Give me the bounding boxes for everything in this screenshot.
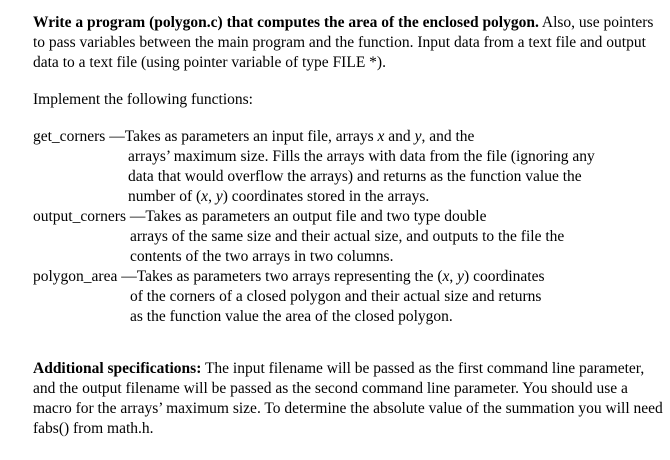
function-desc-line: of the corners of a closed polygon and their actual size and returns — [130, 288, 542, 305]
function-output-corners — [33, 207, 663, 267]
function-polygon-area-first-line — [33, 267, 663, 287]
function-desc-line: as the function value the area of the closed polygon. — [130, 308, 453, 325]
assignment-document — [33, 13, 663, 439]
function-desc-line: arrays of the same size and their actual size, and outputs to the file the — [130, 228, 565, 245]
additional-label: Additional specifications: — [33, 360, 202, 377]
function-output-corners-first-line — [33, 207, 663, 227]
function-name: polygon_area — [33, 268, 118, 285]
function-desc-line: arrays’ maximum size. Fills the arrays with data from the file (ignoring any — [128, 148, 595, 165]
function-desc-line: data that would overflow the arrays) and returns as the function value the — [128, 168, 582, 185]
function-polygon-area — [33, 267, 663, 327]
intro-rest-text: Also, use pointers to pass variables between the main program and the function. Input data from a text file and output data to a text file (using pointer variable of type FILE *). — [33, 14, 654, 71]
intro-bold-text: Write a program (polygon.c) that computes the area of the enclosed polygon. — [33, 14, 539, 31]
function-desc-line: contents of the two arrays in two columns. — [130, 248, 394, 265]
function-desc-line: number of (x, y) coordinates stored in the arrays. — [128, 188, 430, 205]
function-dash: — — [125, 208, 146, 225]
function-get-corners — [33, 127, 663, 207]
additional-text: The input filename will be passed as the first command line parameter, and the output filename will be passed as the second command line parameter. You should use a macro for the arrays’ maximum size. To determine the absolute value of the summation you will need fabs() from math.h. — [33, 360, 663, 437]
function-name: get_corners — [33, 128, 106, 145]
intro-paragraph — [33, 13, 663, 73]
function-name: output_corners — [33, 208, 126, 225]
function-desc-line: Takes as parameters an output file and two type double — [145, 208, 487, 225]
function-desc-line: Takes as parameters an input file, arrays x and y, and the — [124, 128, 475, 145]
function-desc-line: Takes as parameters two arrays representing the (x, y) coordinates — [136, 268, 545, 285]
function-dash: — — [117, 268, 137, 285]
function-dash: — — [105, 128, 125, 145]
additional-specifications — [33, 359, 663, 439]
function-get-corners-first-line — [33, 127, 663, 147]
implement-heading: Implement the following functions: — [33, 91, 253, 108]
